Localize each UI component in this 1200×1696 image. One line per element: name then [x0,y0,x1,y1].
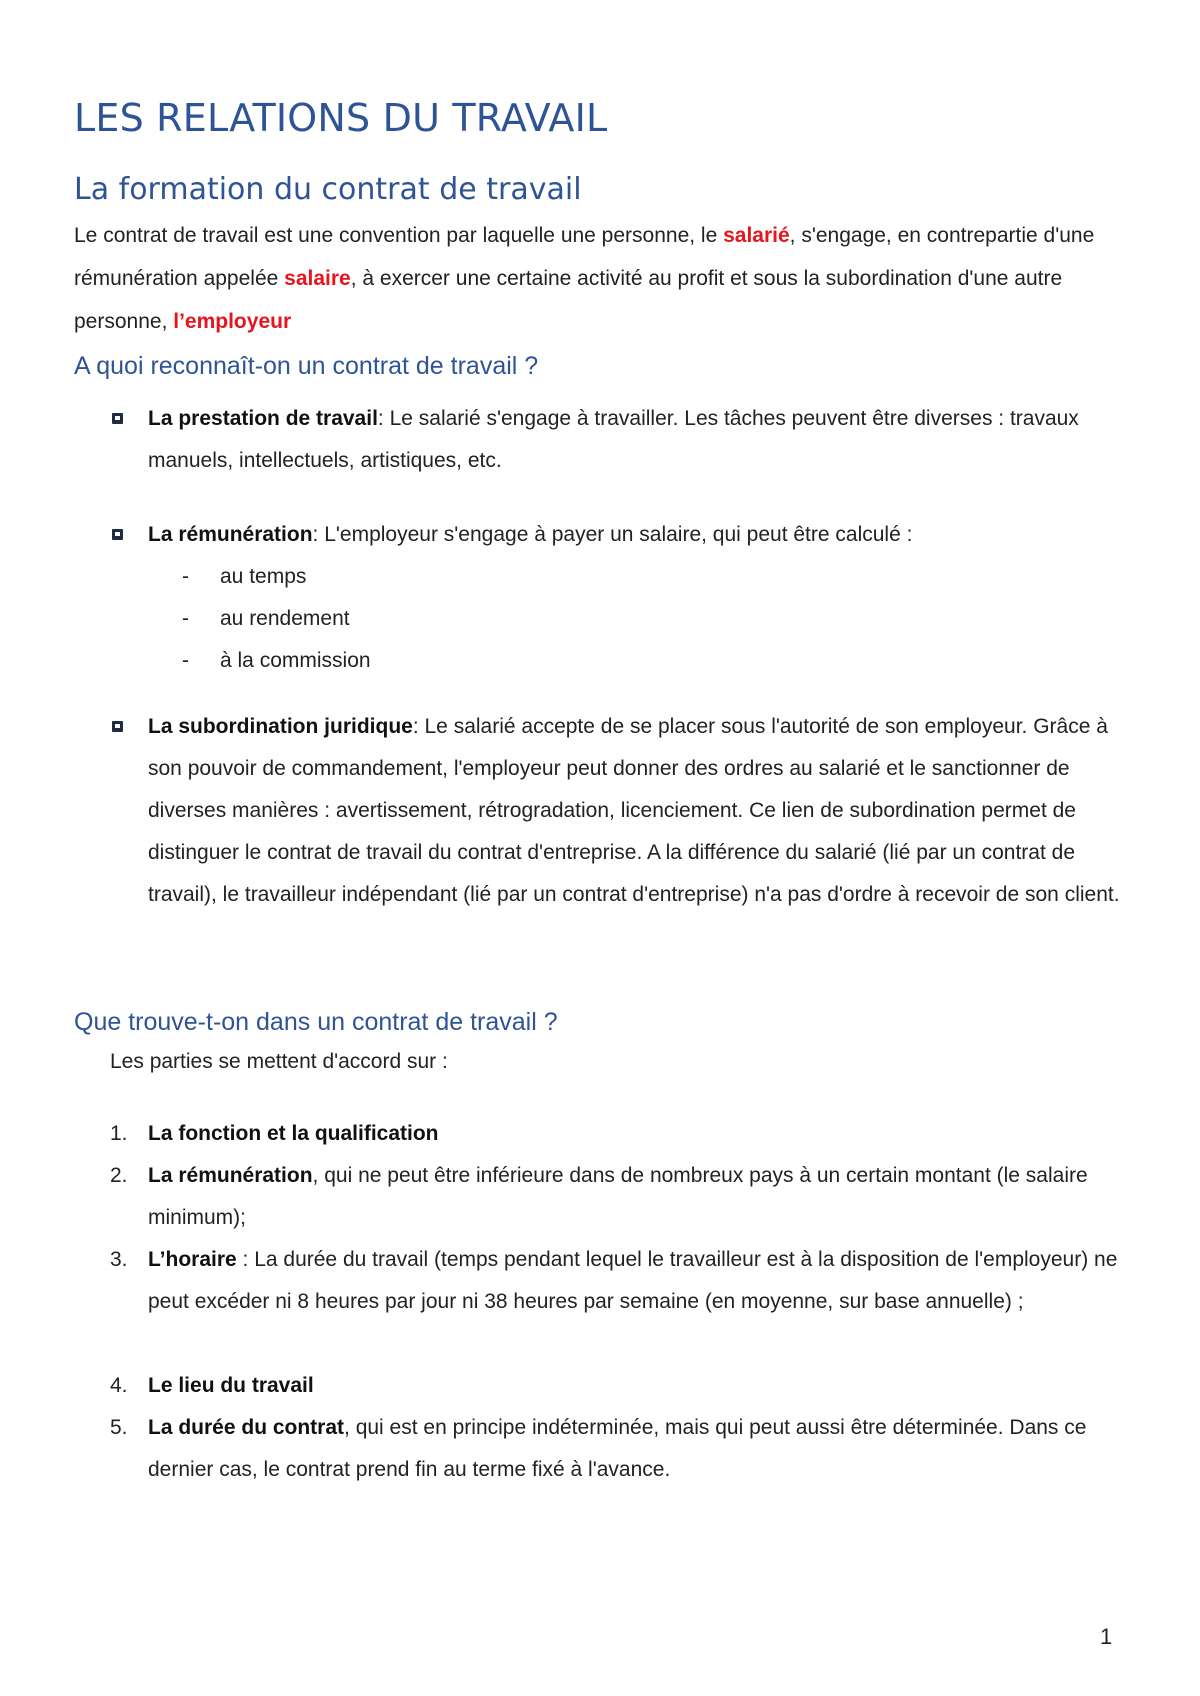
section1-heading: A quoi reconnaît-on un contrat de travail ? [74,352,539,380]
term-salaire: salaire [284,267,351,290]
numbered-text [148,1365,1134,1407]
section2-heading: Que trouve-t-on dans un contrat de travail ? [74,1008,558,1036]
dash-item-text: au rendement [220,607,350,630]
bullet-label: La prestation de travail [148,407,378,430]
bullet-text [148,514,1134,556]
bullet-item [74,514,1134,556]
item-number: 2. [110,1164,128,1187]
dash-item-text: au temps [220,565,307,588]
intro-text-1: Le contrat de travail est une convention par laquelle une personne, le [74,224,724,247]
numbered-item [74,1239,1134,1323]
item-description: : La durée du travail (temps pendant lequel le travailleur est à la disposition de l'employeur) ne peut excéder ni 8 heures par jour ni 38 heures par semaine (en moyenne, sur base annuelle) ; [148,1248,1118,1313]
dash-list-item [182,640,371,682]
item-description: , qui est en principe indéterminée, mais qui peut aussi être déterminée. Dans ce dernier cas, le contrat prend fin au terme fixé à l'avance. [148,1416,1087,1481]
square-bullet-icon [112,529,123,540]
numbered-item [74,1155,1134,1239]
numbered-text [148,1113,1134,1155]
term-employeur: l’employeur [173,310,292,333]
dash-icon: - [182,607,189,630]
dash-icon: - [182,649,189,672]
bullet-item [74,706,1134,916]
item-label: La fonction et la qualification [148,1122,439,1145]
numbered-text [148,1155,1134,1239]
bullet-description: : L'employeur s'engage à payer un salaire, qui peut être calculé : [312,523,913,546]
intro-text-3: , à exercer une certaine activité au profit et sous la subordination d'une autre personne, [74,267,1063,333]
bullet-label: La subordination juridique [148,715,413,738]
numbered-text [148,1407,1134,1491]
dash-list-item [182,556,371,598]
item-description: , qui ne peut être inférieure dans de nombreux pays à un certain montant (le salaire minimum); [148,1164,1088,1229]
intro-text-2: , s'engage, en contrepartie d'une rémunération appelée [74,224,1095,290]
item-label: La rémunération [148,1164,313,1187]
page-number: 1 [1100,1624,1113,1649]
bullet-label: La rémunération [148,523,313,546]
bullet-item [74,398,1134,482]
square-bullet-icon [112,721,123,732]
item-label: Le lieu du travail [148,1374,314,1397]
item-label: La durée du contrat [148,1416,345,1439]
item-number: 1. [110,1122,128,1145]
numbered-item [74,1407,1134,1491]
item-number: 5. [110,1416,128,1439]
dash-list [182,556,371,682]
section2-intro: Les parties se mettent d'accord sur : [110,1050,448,1073]
bullet-text [148,398,1134,482]
section-subtitle: La formation du contrat de travail [74,172,582,207]
bullet-description: : Le salarié s'engage à travailler. Les tâches peuvent être diverses : travaux manuels, intellectuels, artistiques, etc. [148,407,1079,472]
numbered-item [74,1365,1134,1407]
numbered-text [148,1239,1134,1323]
dash-list-item [182,598,371,640]
square-bullet-icon [112,413,123,424]
term-salarie: salarié [723,224,790,247]
dash-icon: - [182,565,189,588]
bullet-text [148,706,1134,916]
intro-paragraph [74,214,1134,343]
item-number: 3. [110,1248,128,1271]
item-label: L’horaire [148,1248,237,1271]
numbered-item [74,1113,1134,1155]
bullet-description: : Le salarié accepte de se placer sous l'autorité de son employeur. Grâce à son pouvoir de commandement, l'employeur peut donner des ordres au salarié et le sanctionner de diverses manières : avertissement, rétrogradation, licenciement. Ce lien de subordination permet de distinguer le contrat de travail du contrat d'entreprise. A la différence du salarié (lié par un contrat de travail), le travailleur indépendant (lié par un contrat d'entreprise) n'a pas d'ordre à recevoir de son client. [148,715,1120,906]
item-number: 4. [110,1374,128,1397]
document-title: LES RELATIONS DU TRAVAIL [74,96,608,140]
dash-item-text: à la commission [220,649,371,672]
